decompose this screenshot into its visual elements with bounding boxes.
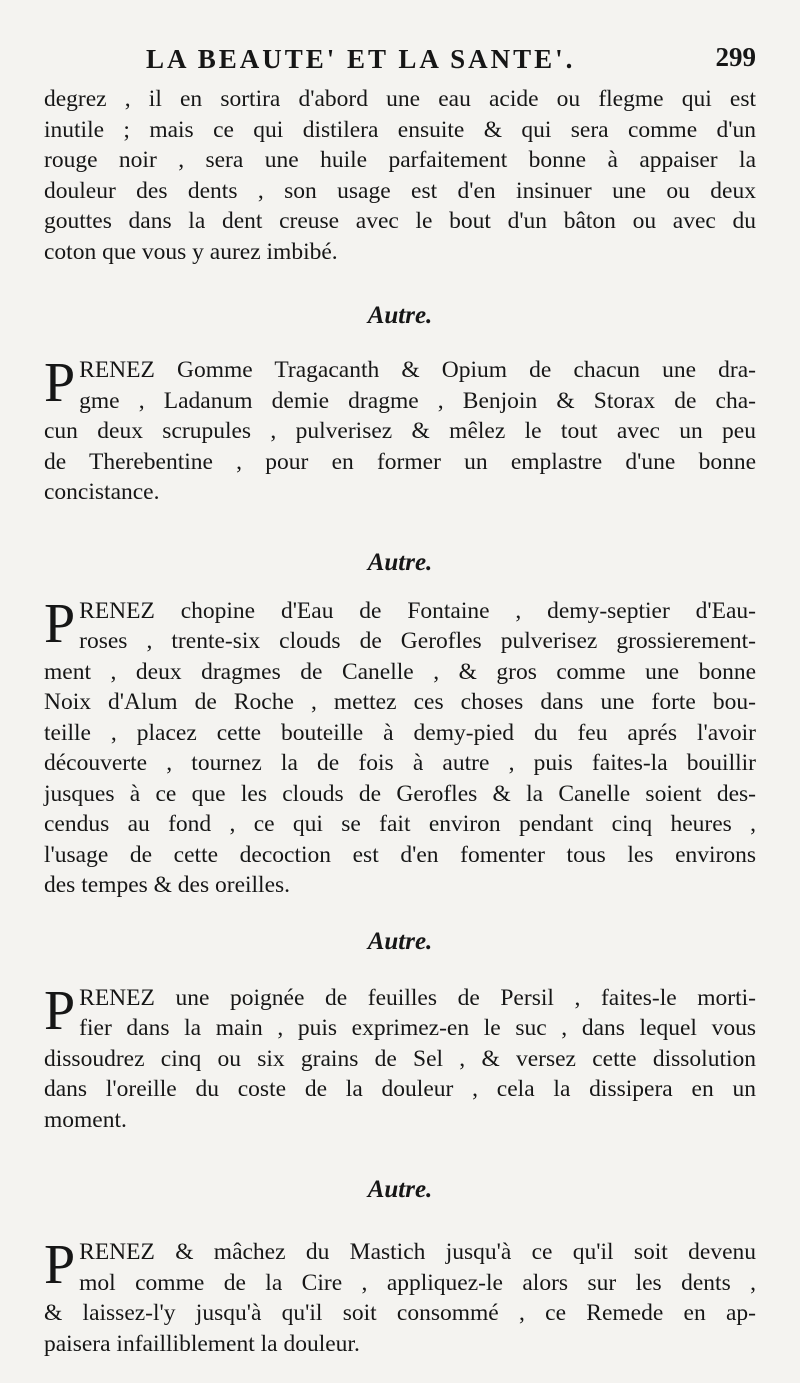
- recipe-paragraph: [44, 979, 756, 1136]
- text-line: moment.: [44, 1106, 127, 1133]
- section-heading: Autre.: [367, 302, 433, 329]
- text-line: fier dans la main , puis exprimez-en le suc , dans lequel vous: [79, 1015, 756, 1041]
- text-line: & mâchez du Mastich jusqu'à ce qu'il soit devenu: [175, 1239, 757, 1265]
- intro-paragraph: [44, 84, 756, 267]
- text-line: de Therebentine , pour en former un emplastre d'une bonne: [44, 448, 756, 475]
- recipe-paragraph: [44, 1234, 757, 1359]
- section-heading: Autre.: [367, 1176, 433, 1203]
- running-head-title: LA BEAUTE' ET LA SANTE'.: [146, 44, 576, 74]
- text-line: mol comme de la Cire , appliquez-le alors sur les dents ,: [79, 1269, 756, 1296]
- text-line: des tempes & des oreilles.: [44, 872, 291, 898]
- text-line: rouge noir , sera une huile parfaitement bonne à appaiser la: [44, 147, 756, 173]
- text-line: coton que vous y aurez imbibé.: [44, 238, 338, 265]
- text-line: roses , trente-six clouds de Gerofles pulverisez grossierement-: [79, 628, 756, 654]
- drop-cap: P: [44, 1234, 76, 1296]
- text-line: Gomme Tragacanth & Opium de chacun une dra-: [177, 357, 757, 383]
- text-line: cun deux scrupules , pulverisez & mêlez le tout avec un peu: [44, 418, 756, 444]
- drop-cap: P: [44, 592, 76, 655]
- text-line: & laissez-l'y jusqu'à qu'il soit consommé , ce Remede en ap-: [44, 1300, 756, 1326]
- first-word: RENEZ: [79, 357, 155, 383]
- recipe-paragraph: [44, 352, 757, 508]
- section-heading: Autre.: [367, 927, 433, 955]
- running-head: [44, 40, 756, 80]
- first-word: RENEZ: [79, 1239, 155, 1265]
- text-line: douleur des dents , son usage est d'en insinuer une ou deux: [44, 177, 756, 204]
- section-heading: Autre.: [367, 548, 433, 576]
- text-line: gouttes dans la dent creuse avec le bout d'un bâton ou avec du: [44, 208, 756, 234]
- drop-cap: P: [44, 979, 76, 1042]
- text-line: une poignée de feuilles de Persil , faites-le morti-: [175, 984, 756, 1011]
- text-line: découverte , tournez la de fois à autre , puis faites-la bouillir: [44, 750, 756, 776]
- page-number: 299: [715, 42, 756, 72]
- text-line: cendus au fond , ce qui se fait environ pendant cinq heures ,: [44, 811, 756, 837]
- recipe-paragraph: [44, 592, 756, 901]
- text-line: degrez , il en sortira d'abord une eau acide ou flegme qui est: [44, 86, 756, 112]
- text-line: concistance.: [44, 479, 160, 505]
- text-line: dans l'oreille du coste de la douleur , cela la dissipera en un: [44, 1076, 756, 1102]
- text-line: paisera infailliblement la douleur.: [44, 1330, 360, 1357]
- text-line: chopine d'Eau de Fontaine , demy-septier d'Eau-: [180, 597, 756, 624]
- text-line: Noix d'Alum de Roche , mettez ces choses dans une forte bou-: [44, 689, 756, 715]
- first-word: RENEZ: [79, 984, 155, 1011]
- text-line: teille , placez cette bouteille à demy-pied du feu aprés l'avoir: [44, 719, 756, 746]
- first-word: RENEZ: [79, 597, 155, 624]
- text-line: inutile ; mais ce qui distilera ensuite & qui sera comme d'un: [44, 116, 756, 143]
- text-line: jusques à ce que les clouds de Gerofles & la Canelle soient des-: [44, 780, 756, 807]
- drop-cap: P: [44, 352, 76, 414]
- text-line: gme , Ladanum demie dragme , Benjoin & Storax de cha-: [79, 387, 756, 414]
- text-line: l'usage de cette decoction est d'en fomenter tous les environs: [44, 841, 756, 868]
- text-line: ment , deux dragmes de Canelle , & gros comme une bonne: [44, 658, 756, 685]
- text-line: dissoudrez cinq ou six grains de Sel , & versez cette dissolution: [44, 1045, 756, 1072]
